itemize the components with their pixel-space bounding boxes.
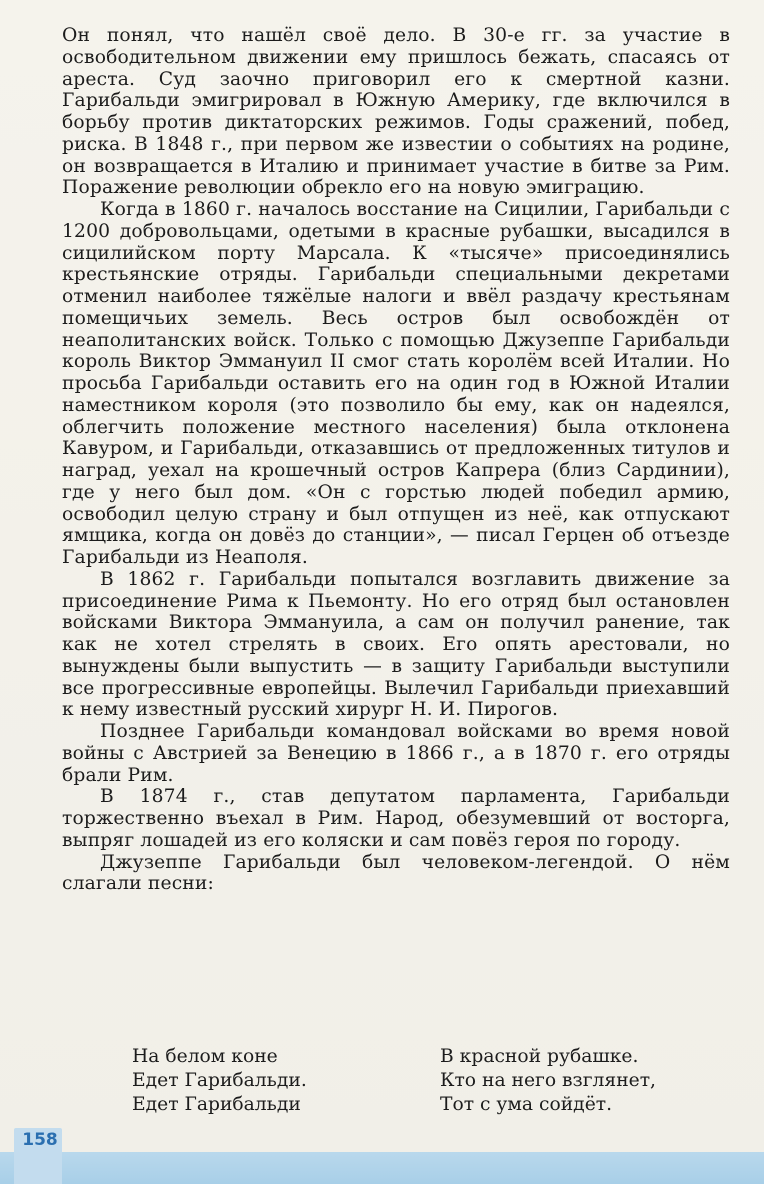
paragraph-6: Джузеппе Гарибальди был человеком-легендой. О нём слагали песни: xyxy=(62,851,730,895)
song-line: Тот с ума сойдёт. xyxy=(440,1094,613,1115)
footer-band xyxy=(0,1152,764,1184)
paragraph-4: Позднее Гарибальди командовал войсками во время новой войны с Австрией за Венецию в 1866 г., а в 1870 г. его отряды брали Рим. xyxy=(62,721,730,786)
song-line: В красной рубашке. xyxy=(440,1046,639,1067)
body-text xyxy=(62,25,730,895)
paragraph-5: В 1874 г., став депутатом парламента, Гарибальди торжественно въехал в Рим. Народ, обезумевший от восторга, выпряг лошадей из его коляски и сам повёз героя по городу. xyxy=(62,786,730,851)
song-column-left xyxy=(132,1045,440,1117)
page-number: 158 xyxy=(22,1130,58,1150)
song-line: Едет Гарибальди xyxy=(132,1094,301,1115)
paragraph-1: Он понял, что нашёл своё дело. В 30-е гг. за участие в освободительном движении ему пришлось бежать, спасаясь от ареста. Суд заочно приговорил его к смертной казни. Гарибальди эмигрировал в Южную Америку, где включился в борьбу против диктаторских режимов. Годы сражений, побед, риска. В 1848 г., при первом же известии о событиях на родине, он возвращается в Италию и принимает участие в битве за Рим. Поражение революции обрекло его на новую эмиграцию. xyxy=(62,25,730,199)
song-line: Едет Гарибальди. xyxy=(132,1070,307,1091)
paragraph-2: Когда в 1860 г. началось восстание на Сицилии, Гарибальди с 1200 добровольцами, одетыми в красные рубашки, высадился в сицилийском порту Марсала. К «тысяче» присоединялись крестьянские отряды. Гарибальди специальными декретами отменил наиболее тяжёлые налоги и ввёл раздачу крестьянам помещичьих земель. Весь остров был освобождён от неаполитанских войск. Только с помощью Джузеппе Гарибальди король Виктор Эммануил II смог стать королём всей Италии. Но просьба Гарибальди оставить его на один год в Южной Италии наместником короля (это позволило бы ему, как он надеялся, облегчить положение местного населения) была отклонена Кавуром, и Гарибальди, отказавшись от предложенных титулов и наград, уехал на крошечный остров Капрера (близ Сардинии), где у него был дом. «Он с горстью людей победил армию, освободил целую страну и был отпущен из неё, как отпускают ямщика, когда он довёз до станции», — писал Герцен об отъезде Гарибальди из Неаполя. xyxy=(62,199,730,568)
paragraph-3: В 1862 г. Гарибальди попытался возглавить движение за присоединение Рима к Пьемонту. Но его отряд был остановлен войсками Виктора Эммануила, а сам он получил ранение, так как не хотел стрелять в своих. Его опять арестовали, но вынуждены были выпустить — в защиту Гарибальди выступили все прогрессивные европейцы. Вылечил Гарибальди приехавший к нему известный русский хирург Н. И. Пирогов. xyxy=(62,568,730,721)
song-verse xyxy=(132,1045,692,1117)
song-column-right xyxy=(440,1045,656,1117)
song-line: На белом коне xyxy=(132,1046,278,1067)
song-line: Кто на него взглянет, xyxy=(440,1070,656,1091)
